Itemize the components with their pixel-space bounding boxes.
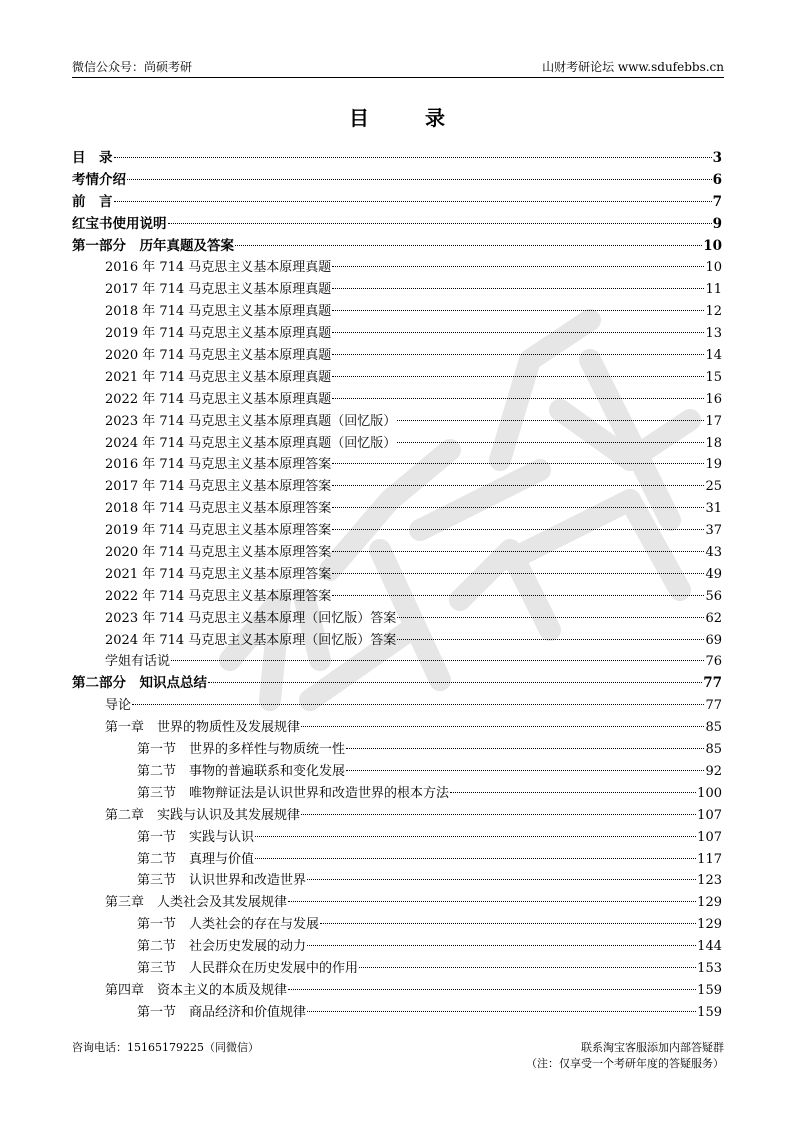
toc-leader-dots	[332, 332, 704, 333]
toc-entry[interactable]	[72, 301, 722, 323]
toc-entry[interactable]	[72, 608, 722, 630]
toc-entry[interactable]	[72, 651, 722, 673]
toc-entry-title: 前 言	[72, 193, 113, 210]
toc-entry-title: 第二节 真理与价值	[137, 851, 255, 867]
toc-entry[interactable]	[72, 980, 722, 1002]
toc-entry[interactable]	[72, 192, 722, 214]
toc-entry-title: 第三节 人民群众在历史发展中的作用	[137, 960, 359, 976]
toc-leader-dots	[171, 660, 704, 661]
toc-entry[interactable]	[72, 936, 722, 958]
toc-entry[interactable]	[72, 739, 722, 761]
toc-entry-title: 2019 年 714 马克思主义基本原理答案	[105, 523, 332, 539]
toc-entry-page: 100	[697, 785, 722, 801]
header-rule	[72, 77, 724, 78]
toc-leader-dots	[307, 945, 696, 946]
toc-entry-page: 15	[705, 369, 722, 385]
toc-leader-dots	[397, 617, 704, 618]
toc-entry-title: 2020 年 714 马克思主义基本原理答案	[105, 545, 332, 561]
table-of-contents	[72, 148, 722, 1024]
toc-entry-title: 第四章 资本主义的本质及规律	[105, 982, 288, 998]
toc-leader-dots	[450, 792, 696, 793]
toc-entry[interactable]	[72, 170, 722, 192]
toc-leader-dots	[332, 573, 704, 574]
header-right-text: 山财考研论坛 www.sdufebbs.cn	[542, 60, 724, 74]
toc-entry-page: 62	[705, 610, 722, 626]
toc-entry-page: 77	[705, 698, 722, 714]
toc-entry-page: 31	[705, 501, 722, 517]
footer-contact: 咨询电话：15165179225（同微信）	[72, 1041, 259, 1054]
toc-entry-page: 117	[697, 851, 722, 867]
toc-entry-page: 3	[712, 150, 722, 166]
toc-entry-page: 76	[705, 654, 722, 670]
toc-leader-dots	[346, 770, 704, 771]
toc-entry-title: 2022 年 714 马克思主义基本原理真题	[105, 391, 332, 407]
toc-leader-dots	[332, 310, 704, 311]
toc-leader-dots	[332, 485, 704, 486]
toc-leader-dots	[332, 529, 704, 530]
toc-entry[interactable]	[72, 476, 722, 498]
toc-entry-page: 129	[697, 917, 722, 933]
toc-entry-title: 2016 年 714 马克思主义基本原理真题	[105, 260, 332, 276]
toc-entry[interactable]	[72, 279, 722, 301]
toc-entry[interactable]	[72, 389, 722, 411]
toc-entry-title: 2022 年 714 马克思主义基本原理答案	[105, 588, 332, 604]
toc-entry[interactable]	[72, 695, 722, 717]
toc-entry-page: 6	[712, 171, 722, 188]
toc-entry-page: 11	[705, 282, 722, 298]
toc-entry[interactable]	[72, 236, 722, 258]
toc-entry-page: 129	[697, 895, 722, 911]
toc-entry-title: 2023 年 714 马克思主义基本原理真题（回忆版）	[105, 413, 397, 429]
toc-entry[interactable]	[72, 717, 722, 739]
toc-entry[interactable]	[72, 564, 722, 586]
toc-entry-page: 9	[712, 215, 722, 232]
toc-entry-title: 第三节 认识世界和改造世界	[137, 873, 307, 889]
toc-entry-title: 目 录	[72, 150, 113, 166]
toc-entry-title: 考情介绍	[72, 171, 126, 188]
toc-entry-title: 第一节 商品经济和价值规律	[137, 1004, 307, 1020]
toc-entry[interactable]	[72, 892, 722, 914]
toc-entry-page: 12	[705, 304, 722, 320]
toc-entry-page: 153	[697, 960, 722, 976]
toc-entry-title: 第二部分 知识点总结	[72, 675, 207, 692]
toc-entry[interactable]	[72, 761, 722, 783]
toc-leader-dots	[255, 858, 696, 859]
toc-entry[interactable]	[72, 673, 722, 695]
toc-entry-page: 77	[703, 675, 722, 692]
toc-entry-title: 第三节 唯物辩证法是认识世界和改造世界的根本方法	[137, 785, 450, 801]
toc-leader-dots	[255, 836, 696, 837]
header-left-text: 微信公众号：尚硕考研	[72, 60, 193, 74]
toc-entry-title: 2021 年 714 马克思主义基本原理答案	[105, 566, 332, 582]
toc-leader-dots	[235, 245, 702, 246]
toc-entry-page: 16	[705, 391, 722, 407]
toc-leader-dots	[332, 463, 704, 464]
toc-leader-dots	[320, 923, 696, 924]
toc-entry[interactable]	[72, 323, 722, 345]
toc-leader-dots	[332, 595, 704, 596]
toc-entry-page: 18	[705, 435, 722, 451]
toc-entry-page: 69	[705, 632, 722, 648]
toc-entry[interactable]	[72, 586, 722, 608]
toc-entry-page: 49	[705, 566, 722, 582]
toc-leader-dots	[132, 704, 704, 705]
toc-leader-dots	[332, 551, 704, 552]
toc-entry-title: 红宝书使用说明	[72, 215, 167, 232]
toc-entry-page: 56	[705, 588, 722, 604]
toc-entry-page: 7	[712, 193, 722, 210]
toc-entry-page: 10	[705, 260, 722, 276]
toc-entry-title: 2016 年 714 马克思主义基本原理答案	[105, 457, 332, 473]
page-title: 目 录	[349, 106, 463, 130]
toc-entry-title: 2018 年 714 马克思主义基本原理答案	[105, 501, 332, 517]
toc-entry[interactable]	[72, 827, 722, 849]
toc-leader-dots	[332, 398, 704, 399]
toc-leader-dots	[114, 201, 712, 202]
toc-entry-title: 2017 年 714 马克思主义基本原理真题	[105, 282, 332, 298]
toc-entry-page: 43	[705, 545, 722, 561]
toc-leader-dots	[168, 223, 712, 224]
toc-leader-dots	[208, 682, 702, 683]
toc-entry-page: 159	[697, 982, 722, 998]
toc-entry-title: 2023 年 714 马克思主义基本原理（回忆版）答案	[105, 610, 397, 626]
toc-entry-title: 第二节 社会历史发展的动力	[137, 939, 307, 955]
toc-entry-page: 92	[705, 763, 722, 779]
toc-leader-dots	[114, 157, 712, 158]
toc-leader-dots	[301, 814, 696, 815]
toc-entry-page: 17	[705, 413, 722, 429]
toc-leader-dots	[288, 901, 696, 902]
toc-entry-title: 2024 年 714 马克思主义基本原理真题（回忆版）	[105, 435, 397, 451]
toc-entry[interactable]	[72, 914, 722, 936]
toc-leader-dots	[307, 879, 696, 880]
toc-entry-title: 学姐有话说	[105, 654, 171, 670]
toc-entry-page: 19	[705, 457, 722, 473]
toc-entry-title: 2020 年 714 马克思主义基本原理真题	[105, 348, 332, 364]
toc-entry[interactable]	[72, 214, 722, 236]
toc-entry-title: 2024 年 714 马克思主义基本原理（回忆版）答案	[105, 632, 397, 648]
toc-entry[interactable]	[72, 345, 722, 367]
toc-leader-dots	[359, 967, 696, 968]
toc-entry-page: 159	[697, 1004, 722, 1020]
toc-entry-page: 144	[697, 939, 722, 955]
toc-entry-page: 85	[705, 720, 722, 736]
toc-entry-title: 第二节 事物的普遍联系和变化发展	[137, 763, 346, 779]
toc-entry[interactable]	[72, 849, 722, 871]
toc-entry[interactable]	[72, 630, 722, 652]
toc-entry[interactable]	[72, 148, 722, 170]
toc-entry-title: 第一节 世界的多样性与物质统一性	[137, 742, 346, 758]
toc-leader-dots	[301, 726, 704, 727]
page-header	[72, 58, 724, 76]
toc-entry-title: 第一节 实践与认识	[137, 829, 255, 845]
toc-entry-page: 37	[705, 523, 722, 539]
toc-entry-title: 2019 年 714 马克思主义基本原理真题	[105, 326, 332, 342]
toc-leader-dots	[332, 288, 704, 289]
toc-entry-page: 25	[705, 479, 722, 495]
toc-entry-title: 2021 年 714 马克思主义基本原理真题	[105, 369, 332, 385]
toc-entry[interactable]	[72, 783, 722, 805]
toc-entry-title: 第一章 世界的物质性及发展规律	[105, 720, 301, 736]
toc-entry-title: 第一部分 历年真题及答案	[72, 237, 234, 254]
toc-entry-page: 85	[705, 742, 722, 758]
toc-entry-page: 107	[697, 829, 722, 845]
toc-entry[interactable]	[72, 433, 722, 455]
toc-entry-page: 14	[705, 348, 722, 364]
toc-entry[interactable]	[72, 805, 722, 827]
toc-entry-title: 2017 年 714 马克思主义基本原理答案	[105, 479, 332, 495]
toc-entry-title: 第三章 人类社会及其发展规律	[105, 895, 288, 911]
toc-leader-dots	[332, 507, 704, 508]
toc-entry[interactable]	[72, 958, 722, 980]
toc-entry[interactable]	[72, 1002, 722, 1024]
toc-entry-page: 13	[705, 326, 722, 342]
toc-leader-dots	[127, 179, 712, 180]
toc-entry-page: 10	[703, 237, 722, 254]
toc-entry-page: 107	[697, 807, 722, 823]
toc-entry[interactable]	[72, 520, 722, 542]
toc-entry[interactable]	[72, 542, 722, 564]
toc-entry-page: 123	[697, 873, 722, 889]
toc-entry-title: 第一节 人类社会的存在与发展	[137, 917, 320, 933]
toc-leader-dots	[346, 748, 704, 749]
toc-entry-title: 导论	[105, 698, 132, 714]
footer-note-line2: （注：仅享受一个考研年度的答疑服务）	[526, 1057, 724, 1070]
toc-entry[interactable]	[72, 498, 722, 520]
toc-entry[interactable]	[72, 367, 722, 389]
toc-leader-dots	[332, 266, 704, 267]
toc-entry-title: 2018 年 714 马克思主义基本原理真题	[105, 304, 332, 320]
toc-entry[interactable]	[72, 257, 722, 279]
toc-leader-dots	[332, 376, 704, 377]
toc-leader-dots	[332, 354, 704, 355]
toc-entry[interactable]	[72, 411, 722, 433]
toc-leader-dots	[307, 1011, 696, 1012]
toc-leader-dots	[397, 639, 704, 640]
toc-entry-title: 第二章 实践与认识及其发展规律	[105, 807, 301, 823]
toc-leader-dots	[397, 442, 704, 443]
toc-leader-dots	[288, 989, 696, 990]
toc-entry[interactable]	[72, 454, 722, 476]
footer-note	[526, 1040, 724, 1072]
toc-leader-dots	[397, 420, 704, 421]
footer-note-line1: 联系淘宝客服添加内部答疑群	[581, 1041, 724, 1054]
toc-entry[interactable]	[72, 870, 722, 892]
page-footer	[72, 1040, 724, 1080]
